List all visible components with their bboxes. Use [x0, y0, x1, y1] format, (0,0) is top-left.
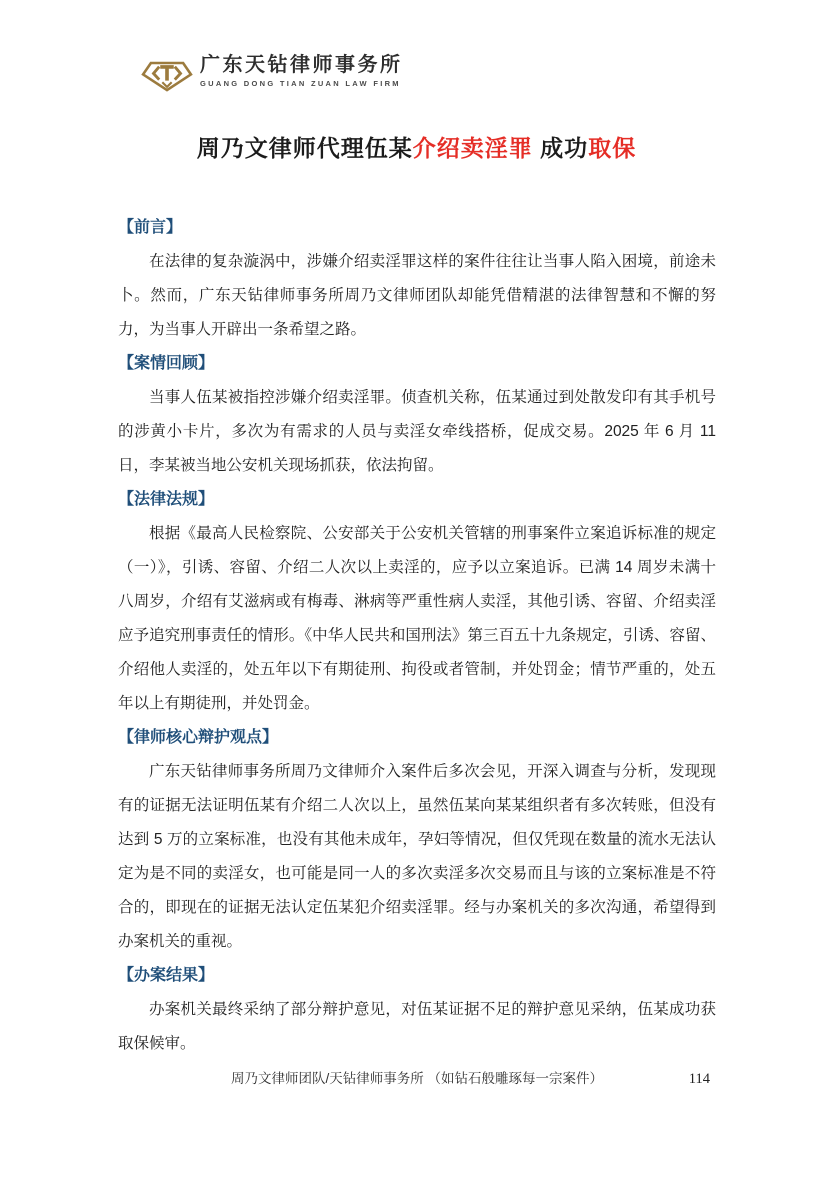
section-heading: 【办案结果】: [118, 967, 215, 984]
section-paragraph: 当事人伍某被指控涉嫌介绍卖淫罪。侦查机关称，伍某通过到处散发印有其手机号的涉黄小卡片，多次为有需求的人员与卖淫女牵线搭桥，促成交易。2025 年 6 月 11 日，李某被当地公安机关现场抓获，依法拘留。: [118, 389, 716, 474]
page-number: 114: [688, 1071, 710, 1087]
section-case-result: [118, 959, 716, 1061]
section-paragraph: 根据《最高人民检察院、公安部关于公安机关管辖的刑事案件立案追诉标准的规定（一）》，引诱、容留、介绍二人次以上卖淫的，应予以立案追诉。已满 14 周岁未满十八周岁，介绍有艾滋病或有梅毒、淋病等严重性病人卖淫，其他引诱、容留、介绍卖淫应予追究刑事责任的情形。《中华人民共和国刑法》第三百五十九条规定，引诱、容留、介绍他人卖淫的，处五年以下有期徒刑、拘役或者管制，并处罚金；情节严重的，处五年以上有期徒刑，并处罚金。: [118, 525, 716, 712]
section-preface: [118, 211, 716, 347]
section-case-review: [118, 347, 716, 483]
footer-text: 周乃文律师团队/天钻律师事务所 （如钻石般雕琢每一宗案件）: [230, 1071, 603, 1086]
section-laws-regulations: [118, 483, 716, 721]
section-defense-viewpoints: [118, 721, 716, 959]
section-paragraph: 在法律的复杂漩涡中，涉嫌介绍卖淫罪这样的案件往往让当事人陷入困境，前途未卜。然而，广东天钻律师事务所周乃文律师团队却能凭借精湛的法律智慧和不懈的努力，为当事人开辟出一条希望之路。: [118, 253, 716, 338]
page-title: [0, 130, 833, 163]
title-segment-black-1: 周乃文律师代理伍某: [196, 135, 413, 161]
section-paragraph: 广东天钻律师事务所周乃文律师介入案件后多次会见，开深入调查与分析，发现现有的证据无法证明伍某有介绍二人次以上，虽然伍某向某某组织者有多次转账，但没有达到 5 万的立案标准，也没有其他未成年，孕妇等情况，但仅凭现在数量的流水无法认定为是不同的卖淫女，也可能是同一人的多次卖淫多次交易而且与该的立案标准是不符合的，即现在的证据无法认定伍某犯介绍卖淫罪。经与办案机关的多次沟通，希望得到办案机关的重视。: [118, 763, 716, 950]
diamond-gem-logo-icon: [141, 57, 193, 95]
section-heading: 【前言】: [118, 219, 183, 236]
firm-name-english: GUANG DONG TIAN ZUAN LAW FIRM: [200, 79, 401, 88]
title-segment-red-2: 取保: [588, 135, 637, 161]
firm-name-chinese: 广东天钻律师事务所: [200, 54, 403, 76]
letterhead: [141, 54, 403, 95]
title-segment-red-1: 介绍卖淫罪: [412, 135, 533, 161]
page-footer: [118, 1069, 716, 1089]
firm-names: [200, 54, 403, 88]
title-segment-black-2: 成功: [532, 135, 589, 161]
section-paragraph: 办案机关最终采纳了部分辩护意见，对伍某证据不足的辩护意见采纳，伍某成功获取保候审。: [118, 1001, 716, 1052]
section-heading: 【法律法规】: [118, 491, 215, 508]
section-heading: 【案情回顾】: [118, 355, 215, 372]
document-body: [118, 211, 716, 1061]
section-heading: 【律师核心辩护观点】: [118, 729, 279, 746]
